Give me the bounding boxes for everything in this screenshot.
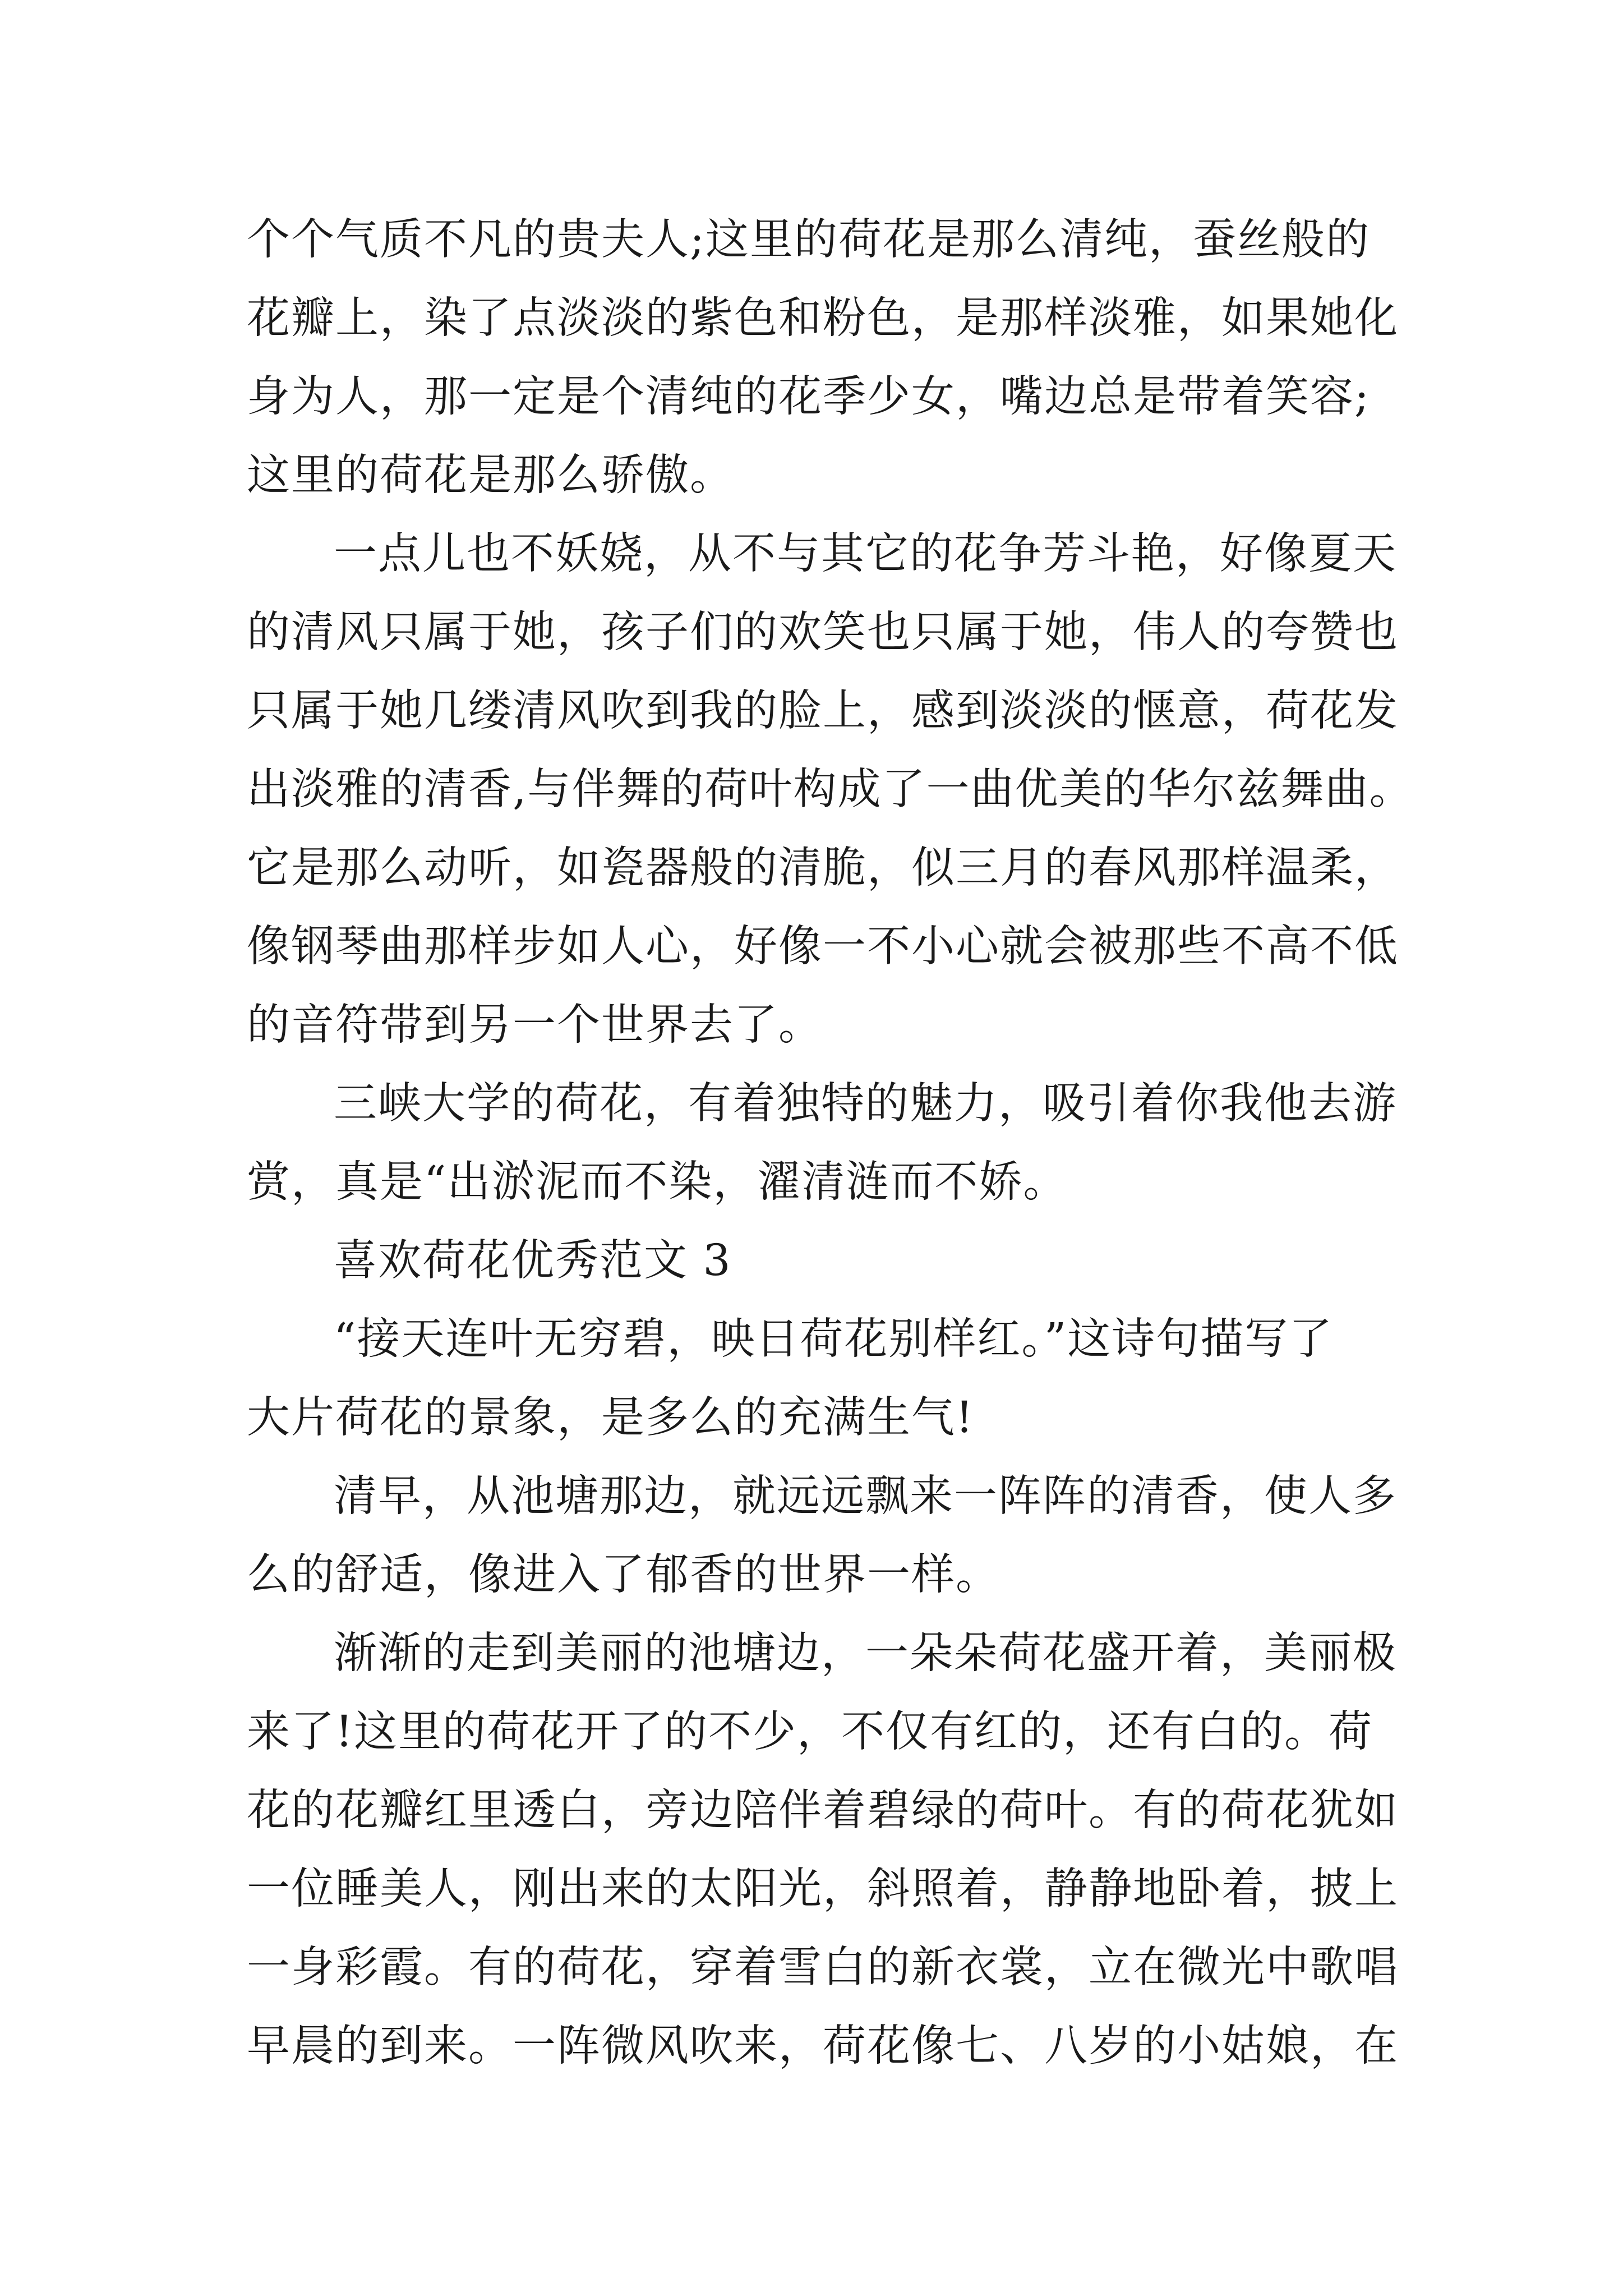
text-line: 这里的荷花是那么骄傲。 <box>247 450 734 500</box>
text-line: 的清风只属于她，孩子们的欢笑也只属于她，伟人的夸赞也 <box>247 608 1399 657</box>
text-line: 花的花瓣红里透白，旁边陪伴着碧绿的荷叶。有的荷花犹如 <box>247 1786 1399 1835</box>
text-line: 花瓣上，染了点淡淡的紫色和粉色，是那样淡雅，如果她化 <box>247 293 1399 343</box>
text-line: 渐渐的走到美丽的池塘边，一朵朵荷花盛开着，美丽极 <box>334 1628 1397 1678</box>
text-line: 只属于她几缕清风吹到我的脸上，感到淡淡的惬意，荷花发 <box>247 686 1399 736</box>
text-line: 一身彩霞。有的荷花，穿着雪白的新衣裳，立在微光中歌唱 <box>247 1943 1399 1993</box>
text-line: 出淡雅的清香,与伴舞的荷叶构成了一曲优美的华尔兹舞曲。 <box>247 765 1414 815</box>
text-line: 一点儿也不妖娆，从不与其它的花争芳斗艳，好像夏天 <box>334 529 1397 579</box>
text-line: 赏，真是“出淤泥而不染，濯清涟而不娇。 <box>247 1157 1068 1207</box>
text-line: 它是那么动听，如瓷器般的清脆，似三月的春风那样温柔， <box>247 843 1399 893</box>
text-line: 早晨的到来。一阵微风吹来，荷花像七、八岁的小姑娘，在 <box>247 2021 1399 2071</box>
text-line: 一位睡美人，刚出来的太阳光，斜照着，静静地卧着，披上 <box>247 1864 1399 1914</box>
text-line: 三峡大学的荷花，有着独特的魅力，吸引着你我他去游 <box>334 1079 1397 1129</box>
text-line: 大片荷花的景象，是多么的充满生气! <box>247 1393 974 1443</box>
text-line: 么的舒适，像进入了郁香的世界一样。 <box>247 1550 1000 1600</box>
text-line: 喜欢荷花优秀范文 3 <box>334 1236 732 1286</box>
text-line: 的音符带到另一个世界去了。 <box>247 1000 823 1050</box>
text-line: 来了!这里的荷花开了的不少，不仅有红的，还有白的。荷 <box>247 1707 1373 1757</box>
text-line: 个个气质不凡的贵夫人;这里的荷花是那么清纯，蚕丝般的 <box>247 215 1370 265</box>
text-line: 像钢琴曲那样步如人心，好像一不小心就会被那些不高不低 <box>247 922 1399 972</box>
text-line: 清早，从池塘那边，就远远飘来一阵阵的清香，使人多 <box>334 1471 1397 1521</box>
text-line: “接天连叶无穷碧，映日荷花别样红。”这诗句描写了 <box>334 1314 1334 1364</box>
text-line: 身为人，那一定是个清纯的花季少女，嘴边总是带着笑容; <box>247 372 1370 422</box>
document-body <box>247 201 1414 2086</box>
